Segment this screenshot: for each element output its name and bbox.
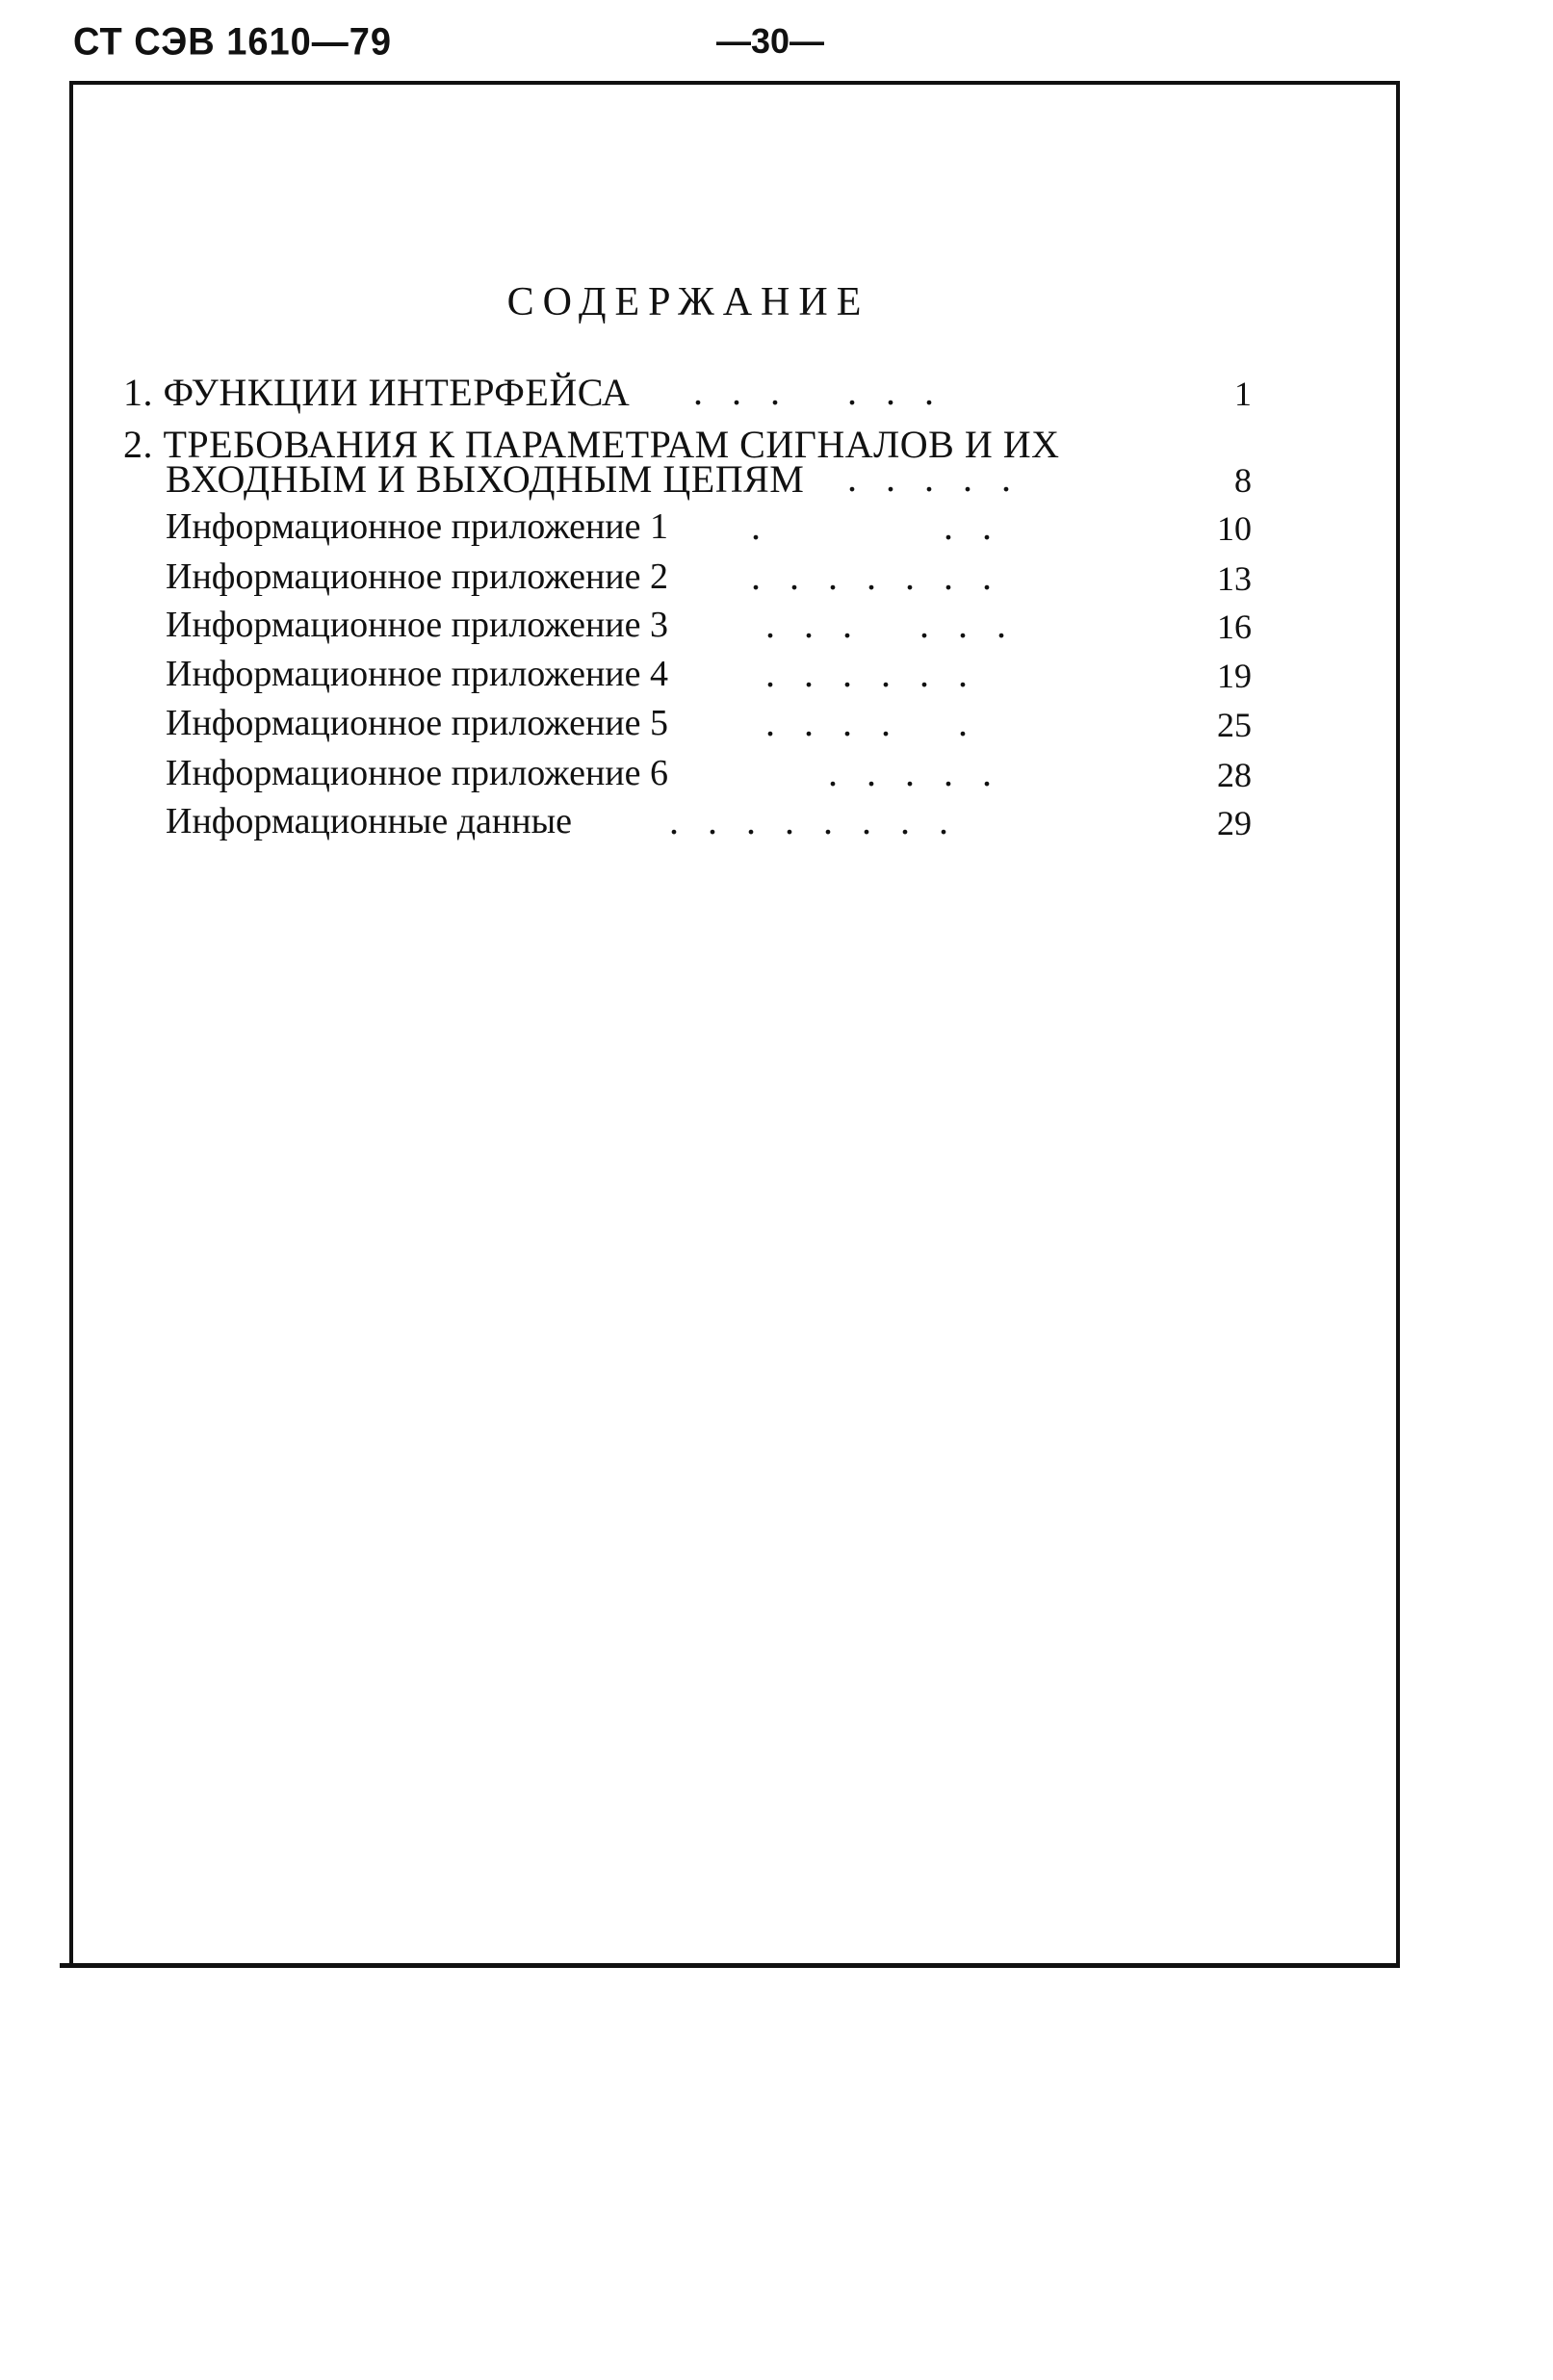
- page-number: —30—: [715, 21, 825, 61]
- toc-leader-dots: . . . . .: [765, 701, 968, 744]
- toc-entry-page: 8: [1234, 461, 1252, 500]
- toc-entry-page: 1: [1234, 375, 1252, 413]
- toc-entry-label: Информационное приложение 5: [166, 703, 668, 743]
- toc-entry-page: 25: [1217, 706, 1252, 744]
- toc-entry-page: 28: [1217, 756, 1252, 794]
- standard-code: СТ СЭВ 1610—79: [73, 21, 393, 65]
- toc-leader-dots: . . . . . . .: [751, 555, 992, 598]
- toc-entry-label: 1. ФУНКЦИИ ИНТЕРФЕЙСА: [123, 371, 631, 414]
- toc-entry-page: 10: [1217, 509, 1252, 548]
- toc-entry-label: Информационное приложение 1: [166, 506, 668, 547]
- toc-entry-label: Информационное приложение 3: [166, 605, 668, 645]
- toc-leader-dots: . . .: [751, 504, 992, 548]
- toc-leader-dots: . . . . . .: [765, 603, 1006, 646]
- toc-entry-label: Информационные данные: [166, 801, 572, 841]
- toc-entry-label: Информационное приложение 6: [166, 753, 668, 793]
- toc-list: [0, 0, 1553, 963]
- frame-bottom-rule: [60, 1963, 1400, 1968]
- toc-entry-page: 29: [1217, 804, 1252, 842]
- toc-title: СОДЕРЖАНИЕ: [506, 280, 870, 324]
- toc-entry-label-continued: ВХОДНЫМ И ВЫХОДНЫМ ЦЕПЯМ: [166, 457, 805, 501]
- toc-entry-label: Информационное приложение 2: [166, 556, 668, 597]
- toc-leader-dots: . . . . . . . .: [669, 799, 948, 842]
- toc-leader-dots: . . . . .: [828, 751, 992, 794]
- toc-leader-dots: . . . . .: [847, 456, 1011, 500]
- toc-entry-label: Информационное приложение 4: [166, 654, 668, 694]
- toc-leader-dots: . . . . . .: [765, 652, 968, 695]
- toc-entry-page: 16: [1217, 608, 1252, 646]
- toc-entry-label: 2. ТРЕБОВАНИЯ К ПАРАМЕТРАМ СИГНАЛОВ И ИХ: [123, 423, 1060, 466]
- toc-entry-page: 13: [1217, 559, 1252, 598]
- toc-leader-dots: . . . . . .: [693, 370, 934, 413]
- toc-entry-page: 19: [1217, 657, 1252, 695]
